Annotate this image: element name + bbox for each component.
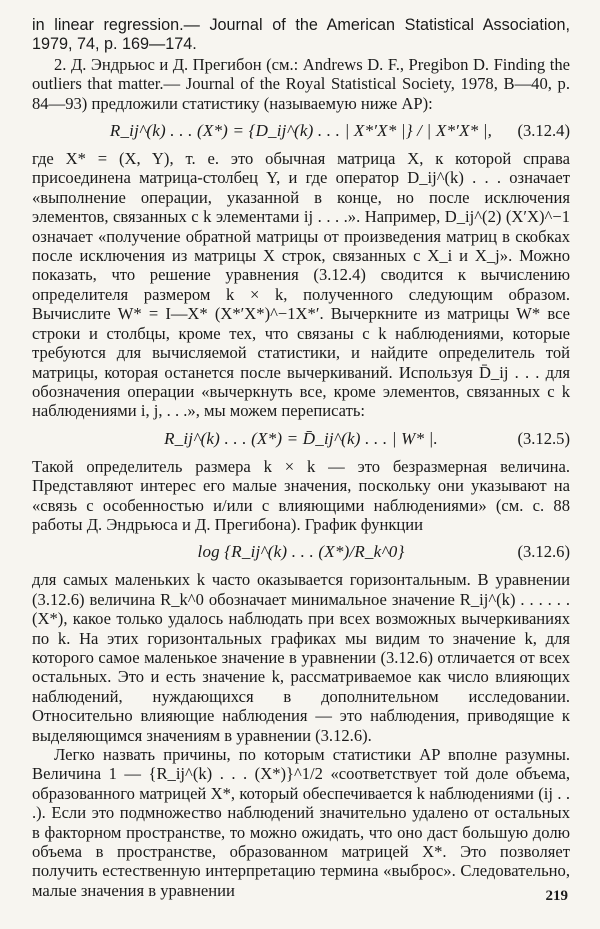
reference-continuation: in linear regression.— Journal of the American Statistical Association, 1979, 74, p. 169—174.: [32, 16, 570, 54]
equation-number: (3.12.4): [517, 121, 570, 141]
page-number: 219: [545, 888, 568, 904]
equation-formula: R_ij^(k) . . . (X*) = {D_ij^(k) . . . | X*′X* |} / | X*′X* |,: [109, 121, 493, 141]
paragraph-smallest-k: для самых маленьких k часто оказывается горизонтальным. В уравнении (3.12.6) величина R_k^0 обозначает минимальное значение R_ij^(k) . . . . . . (X*), какое только удалось наблюдать при всех возможных вычеркиваниях по k. На этих горизонтальных графиках мы видим то значение k, для которого самое маленькое значение в уравнении (3.12.6) отличается от всех остальных. Это и есть значение k, рассматриваемое как число влияющих наблюдений, нуждающихся в дополнительном исследовании. Относительно влияющие наблюдения — это наблюдения, приводящие к выделяющимся значениям в уравнении (3.12.6).: [32, 570, 570, 745]
equation-number: (3.12.6): [517, 542, 570, 562]
equation-3-12-5: [32, 421, 570, 457]
equation-number: (3.12.5): [517, 428, 570, 448]
equation-3-12-4: [32, 113, 570, 149]
equation-formula: log {R_ij^(k) . . . (X*)/R_k^0}: [197, 542, 405, 562]
paragraph-operator-definition: где X* = (X, Y), т. е. это обычная матрица X, к которой справа присоединена матрица-столбец Y, и где оператор D_ij^(k) . . . означает «выполнение операции, указанной в конце, но после исключения элементов, связанных с k элементами ij . . . .». Например, D_ij^(2) (X′X)^−1 означает «получение обратной матрицы от произведения матриц в скобках после исключения из матрицы X строк, связанных с X_i и X_j». Можно показать, что решение уравнения (3.12.4) сводится к вычислению определителя размером k × k, полученного следующим образом. Вычислите W* = I—X* (X*′X*)^−1X*′. Вычеркните из матрицы W* все строки и столбцы, кроме тех, что связаны с k наблюдениями, которые требуются для вычисляемой статистики, и найдите определитель той матрицы, которая останется после вычеркиваний. Используя D̄_ij . . . для обозначения операции «вычеркнуть все, кроме элементов, связанных с k наблюдениями i, j, . . .», мы можем переписать:: [32, 149, 570, 421]
reference-andrews-pregibon: 2. Д. Эндрьюс и Д. Прегибон (см.: Andrews D. F., Pregibon D. Finding the outliers that matter.— Journal of the Royal Statistical Society, 1978, B—40, p. 84—93) предложили статистику (называемую ниже AP):: [32, 54, 570, 113]
equation-formula: R_ij^(k) . . . (X*) = D̄_ij^(k) . . . | W* |.: [164, 428, 438, 448]
equation-3-12-6: [32, 534, 570, 570]
paragraph-reasons: Легко назвать причины, по которым статистики AP вполне разумны. Величина 1 — {R_ij^(k) . . . (X*)}^1/2 «соответствует той доле объема, образованного матрицей X*, который обеспечивается k наблюдениями (ij . . .). Если это подмножество наблюдений значительно удалено от остальных в факторном пространстве, то можно ожидать, что оно даст большую долю объема в пространстве, образованном матрицей X*. Это позволяет получить естественную интерпретацию термина «выброс». Следовательно, малые значения в уравнении: [32, 745, 570, 900]
paragraph-determinant: Такой определитель размера k × k — это безразмерная величина. Представляют интерес его малые значения, поскольку они указывают на «связь с особенностью и/или с влияющими наблюдениями» (см. с. 88 работы Д. Эндрьюса и Д. Прегибона). График функции: [32, 456, 570, 534]
